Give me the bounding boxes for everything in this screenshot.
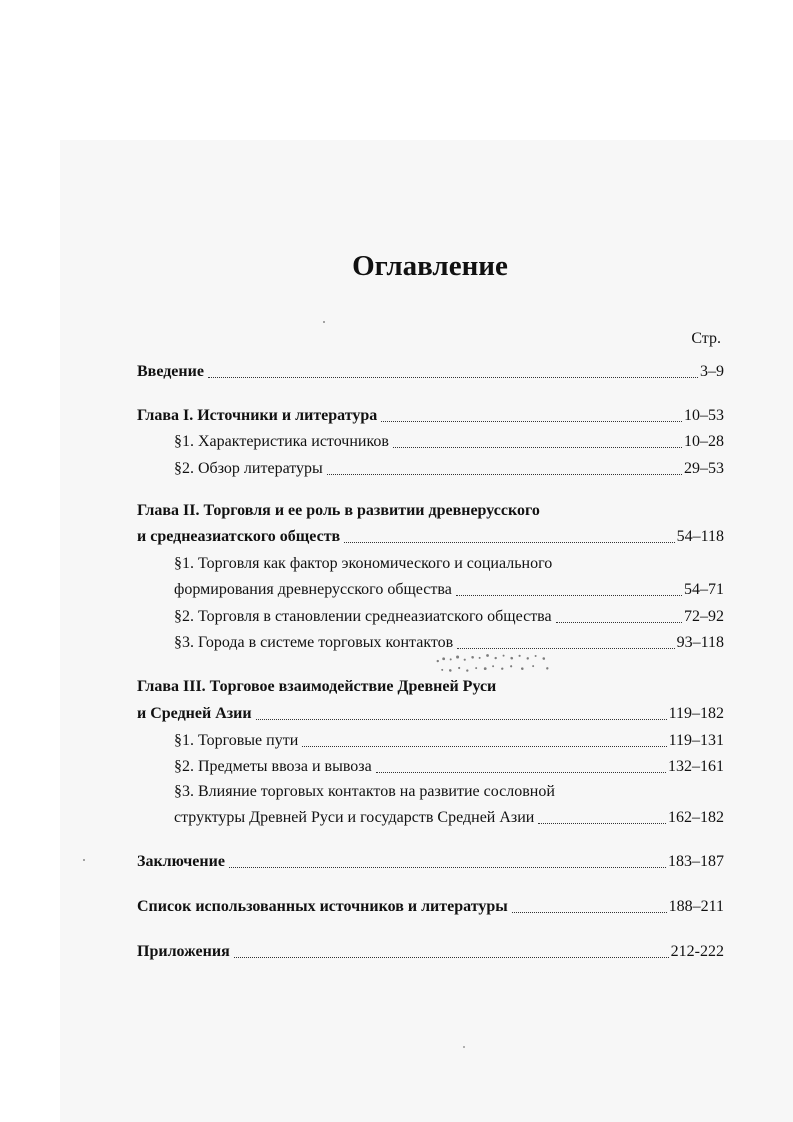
toc-entry-chapter-2-line-1: Глава II. Торговля и ее роль в развитии древнерусского bbox=[137, 502, 540, 519]
speck-mark bbox=[322, 320, 326, 324]
toc-entry-chapter-3[interactable]: и Средней Азии 119–182 bbox=[137, 705, 724, 722]
toc-entry-chapter-1[interactable]: Глава I. Источники и литература 10–53 bbox=[137, 407, 724, 424]
speck-mark bbox=[462, 1045, 466, 1049]
dot-leader bbox=[229, 863, 666, 868]
speck-mark bbox=[82, 858, 86, 862]
dot-leader bbox=[327, 470, 682, 475]
toc-entry-chapter-3-line-1: Глава III. Торговое взаимодействие Древней Руси bbox=[137, 678, 497, 695]
toc-entry-ch2-section-2[interactable]: §2. Торговля в становлении среднеазиатского общества 72–92 bbox=[174, 608, 724, 625]
toc-entry-ch3-section-2[interactable]: §2. Предметы ввоза и вывоза 132–161 bbox=[174, 758, 724, 775]
dot-leader bbox=[381, 417, 682, 422]
dot-leader bbox=[208, 373, 698, 378]
dot-leader bbox=[538, 819, 666, 824]
toc-entry-ch2-section-1-line-1: §1. Торговля как фактор экономического и социального bbox=[174, 555, 553, 572]
toc-entry-ch1-section-1[interactable]: §1. Характеристика источников 10–28 bbox=[174, 433, 724, 450]
dot-leader bbox=[302, 742, 666, 747]
dot-leader bbox=[234, 953, 669, 958]
dot-leader bbox=[457, 644, 674, 649]
toc-entry-ch3-section-3[interactable]: структуры Древней Руси и государств Средней Азии 162–182 bbox=[174, 809, 724, 826]
page-column-label: Стр. bbox=[691, 330, 721, 347]
toc-entry-ch2-section-1[interactable]: формирования древнерусского общества 54–71 bbox=[174, 581, 724, 598]
toc-entry-ch3-section-1[interactable]: §1. Торговые пути 119–131 bbox=[174, 732, 724, 749]
dot-leader bbox=[393, 443, 682, 448]
toc-entry-ch1-section-2[interactable]: §2. Обзор литературы 29–53 bbox=[174, 460, 724, 477]
dot-leader bbox=[512, 908, 667, 913]
toc-entry-conclusion[interactable]: Заключение 183–187 bbox=[137, 853, 724, 870]
toc-entry-chapter-2[interactable]: и среднеазиатского обществ 54–118 bbox=[137, 528, 724, 545]
toc-entry-sources[interactable]: Список использованных источников и литературы 188–211 bbox=[137, 898, 724, 915]
page-title: Оглавление bbox=[352, 250, 508, 282]
dot-leader bbox=[456, 591, 682, 596]
dot-leader bbox=[344, 538, 674, 543]
toc-entry-intro[interactable]: Введение 3–9 bbox=[137, 363, 724, 380]
dot-leader bbox=[256, 715, 667, 720]
dot-leader bbox=[376, 768, 666, 773]
toc-entry-appendix[interactable]: Приложения 212-222 bbox=[137, 943, 724, 960]
toc-entry-ch2-section-3[interactable]: §3. Города в системе торговых контактов 93–118 bbox=[174, 634, 724, 651]
dot-leader bbox=[556, 618, 682, 623]
toc-entry-ch3-section-3-line-1: §3. Влияние торговых контактов на развитие сословной bbox=[174, 783, 555, 800]
